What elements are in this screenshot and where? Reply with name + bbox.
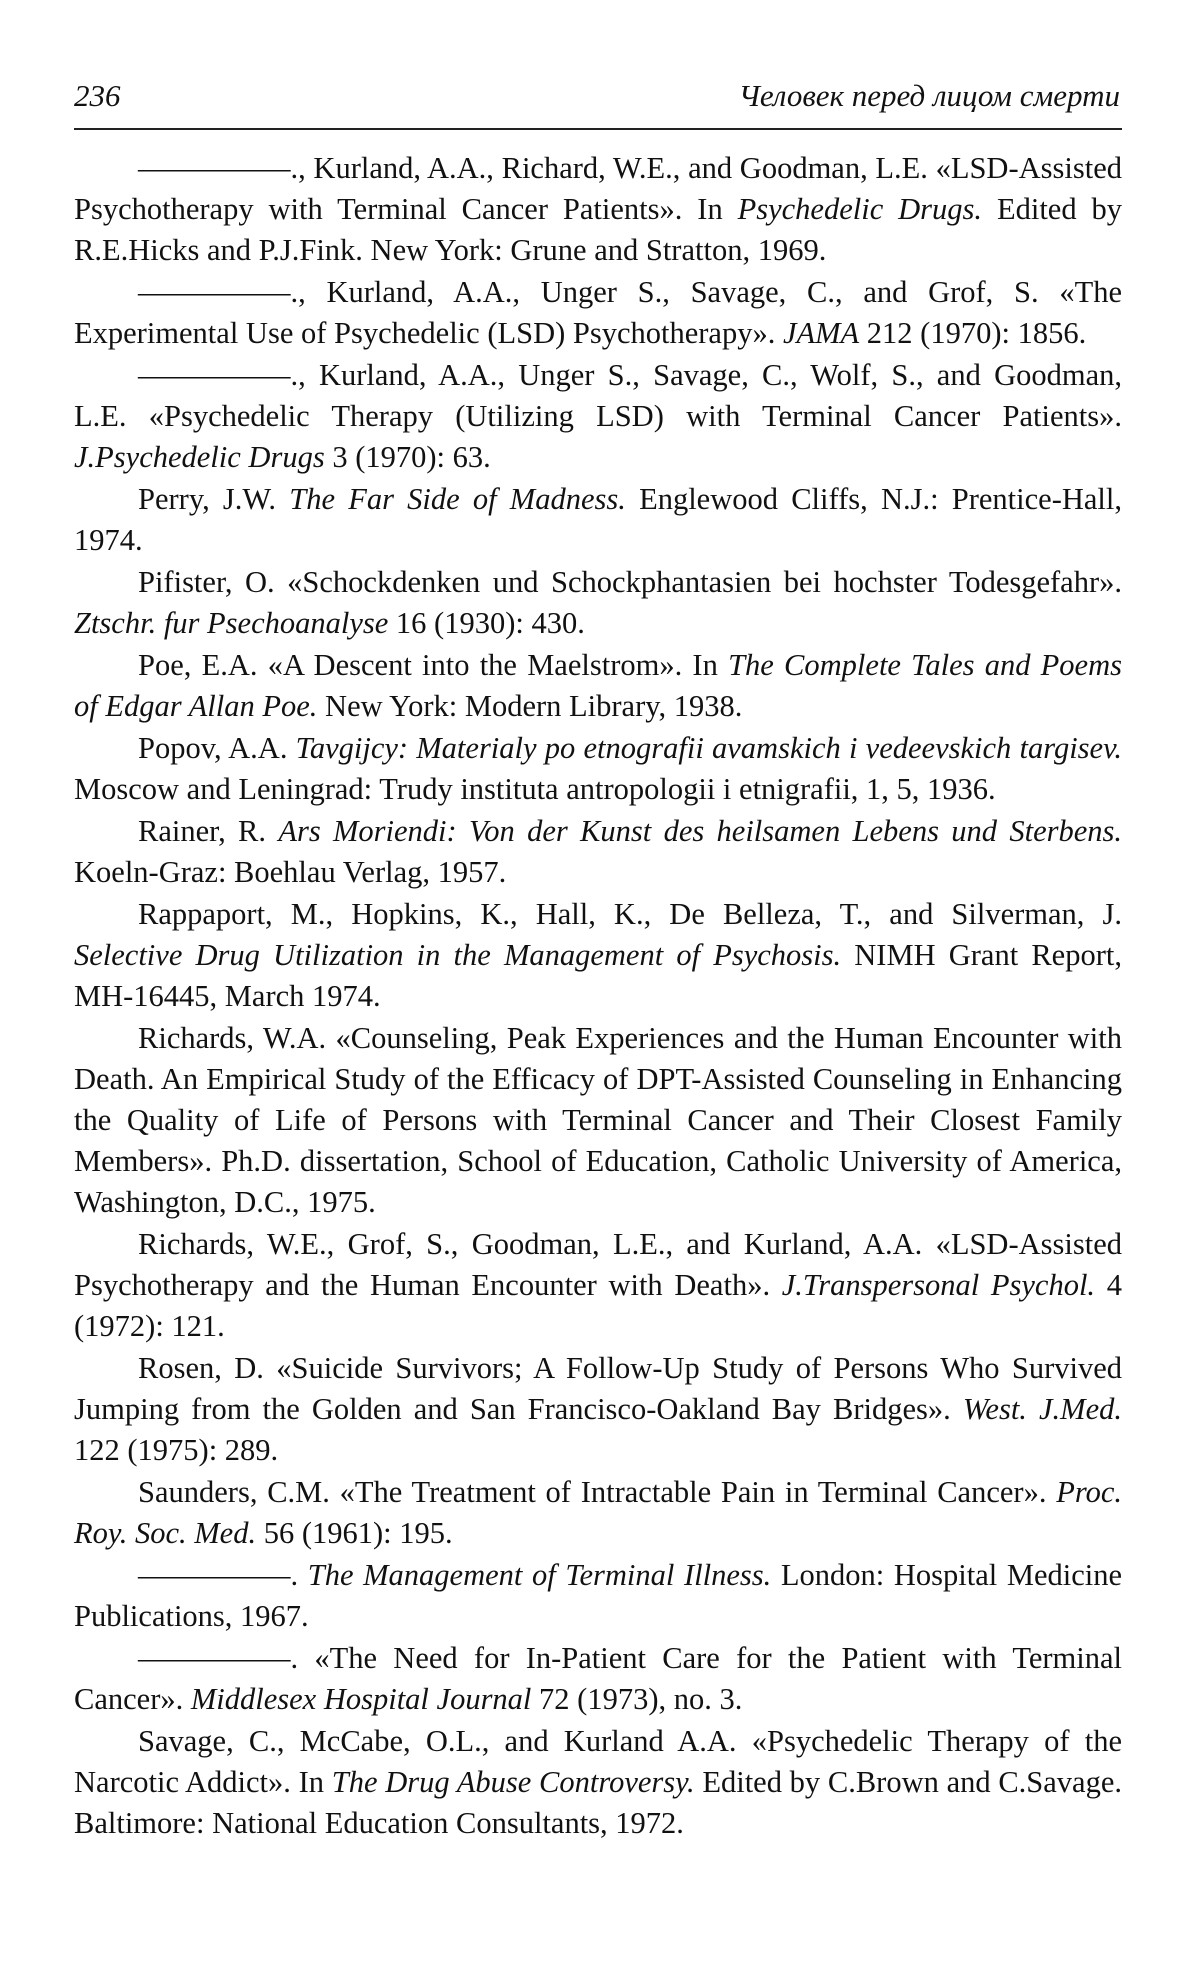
bibliography-entry: Rappaport, M., Hopkins, K., Hall, K., De Belleza, T., and Silverman, J. Selective Drug Utilization in the Management of Psychosis. NIMH Grant Report, MH-16445, March 1974. <box>74 894 1122 1017</box>
bibliography-entry: Poe, E.A. «A Descent into the Maelstrom». In The Complete Tales and Poems of Edgar Allan Poe. New York: Modern Library, 1938. <box>74 645 1122 727</box>
bibliography-entry: —————. The Management of Terminal Illness. London: Hospital Medicine Publications, 1967. <box>74 1555 1122 1637</box>
running-title: Человек перед лицом смерти <box>739 78 1120 114</box>
book-page <box>0 0 1200 1966</box>
bibliography-entry: Perry, J.W. The Far Side of Madness. Englewood Cliffs, N.J.: Prentice-Hall, 1974. <box>74 479 1122 561</box>
page-number: 236 <box>74 78 121 114</box>
page-header <box>74 72 1122 130</box>
bibliography-entry: Rosen, D. «Suicide Survivors; A Follow-Up Study of Persons Who Survived Jumping from the Golden and San Francisco-Oakland Bay Bridges». West. J.Med. 122 (1975): 289. <box>74 1348 1122 1471</box>
bibliography-entry: —————., Kurland, A.A., Unger S., Savage, C., Wolf, S., and Goodman, L.E. «Psychedelic Therapy (Utilizing LSD) with Terminal Cancer Patients». J.Psychedelic Drugs 3 (1970): 63. <box>74 355 1122 478</box>
bibliography-entry: Richards, W.A. «Counseling, Peak Experiences and the Human Encounter with Death. An Empirical Study of the Efficacy of DPT-Assisted Counseling in Enhancing the Quality of Life of Persons with Terminal Cancer and Their Closest Family Members». Ph.D. dissertation, School of Education, Catholic University of America, Washington, D.C., 1975. <box>74 1018 1122 1223</box>
bibliography-entry: —————. «The Need for In-Patient Care for the Patient with Terminal Cancer». Middlesex Hospital Journal 72 (1973), no. 3. <box>74 1638 1122 1720</box>
bibliography-entry: Rainer, R. Ars Moriendi: Von der Kunst des heilsamen Lebens und Sterbens. Koeln-Graz: Boehlau Verlag, 1957. <box>74 811 1122 893</box>
bibliography-entry: Savage, C., McCabe, O.L., and Kurland A.A. «Psychedelic Therapy of the Narcotic Addict». In The Drug Abuse Controversy. Edited by C.Brown and C.Savage. Baltimore: National Education Consultants, 1972. <box>74 1721 1122 1844</box>
bibliography-list <box>74 148 1122 1845</box>
bibliography-entry: Saunders, C.M. «The Treatment of Intractable Pain in Terminal Cancer». Proc. Roy. Soc. Med. 56 (1961): 195. <box>74 1472 1122 1554</box>
bibliography-entry: Popov, A.A. Tavgijcy: Materialy po etnografii avamskich i vedeevskich targisev. Moscow and Leningrad: Trudy instituta antropologii i etnigrafii, 1, 5, 1936. <box>74 728 1122 810</box>
bibliography-entry: Richards, W.E., Grof, S., Goodman, L.E., and Kurland, A.A. «LSD-Assisted Psychotherapy and the Human Encounter with Death». J.Transpersonal Psychol. 4 (1972): 121. <box>74 1224 1122 1347</box>
bibliography-entry: Pifister, O. «Schockdenken und Schockphantasien bei hochster Todesgefahr». Ztschr. fur Psechoanalyse 16 (1930): 430. <box>74 562 1122 644</box>
bibliography-entry: —————., Kurland, A.A., Richard, W.E., and Goodman, L.E. «LSD-Assisted Psychotherapy with Terminal Cancer Patients». In Psychedelic Drugs. Edited by R.E.Hicks and P.J.Fink. New York: Grune and Stratton, 1969. <box>74 148 1122 271</box>
bibliography-entry: —————., Kurland, A.A., Unger S., Savage, C., and Grof, S. «The Experimental Use of Psychedelic (LSD) Psychotherapy». JAMA 212 (1970): 1856. <box>74 272 1122 354</box>
